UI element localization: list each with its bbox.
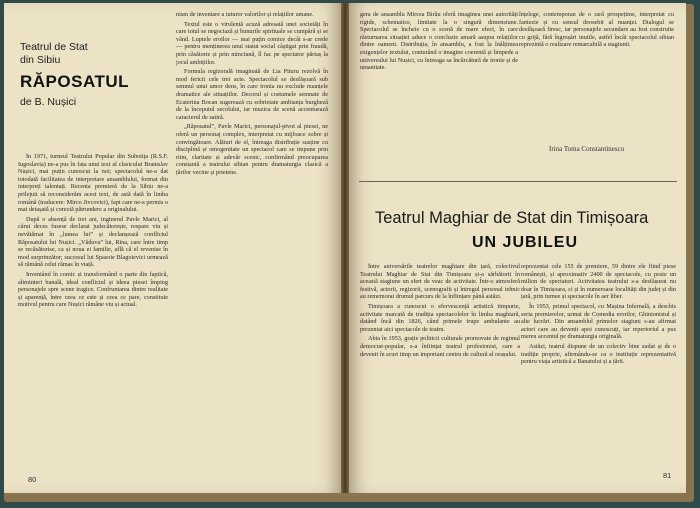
theatre-name-line2: din Sibiu xyxy=(20,54,61,66)
paragraph: Textul este o virulentă acuză adresată unei societăți în care totul se negociază și bunurile spirituale se cumpără și se vând. Luptele eroilor — mai puțin comice decât s-ar crede — pentru menținerea unui statut social câștigat prin fraudă, prin căsătorie și prin minciună, îl fac pe spectator părtaș la jocul ambițiilor. xyxy=(176,20,328,66)
page-number-right: 81 xyxy=(663,471,672,480)
right-top-column-1 xyxy=(351,11,518,161)
paragraph: În 1953, primul spectacol, cu Mașina Infernală, a deschis seria premierelor, urmat de Comedia erorilor, Ghinionistul și alte lucrări. Din ansamblul primelor stagiuni s-au afirmat actori care au devenit apoi cunoscuți, iar repertoriul a pus mereu accentul pe dramaturgia originală. xyxy=(521,302,676,341)
paragraph: Între aniversările teatrelor maghiare din țară, colectivul Teatrului Maghiar de Stat din Timișoara și-a sărbătorit în această stagiune un sfert de veac de activitate. Într-o atmosferă festivă, actorii, regizorii, scenografii și întregul personal tehnic au rememorat drumul parcurs de la înființare până astăzi. xyxy=(360,263,520,301)
paragraph: gera de ansamblu Mircea Birău oferă imaginea unei autorități rigide, schematice, limitate la o singură dimensiune. Spectacolul se încheie cu o scenă de mare efect, în care răsturnarea situației aduce o concluzie amară asupra relațiilor dintre oameni. Distribuția, în ansamblu, a fost la înălțimea exigențelor textului, conturând o imagine coerentă și limpede a universului lui Nușici, cu întreaga sa încărcătură de ironie și de umanitate. xyxy=(360,11,518,72)
left-page-column-2 xyxy=(176,11,328,473)
theatre-name-line1: Teatrul de Stat xyxy=(20,41,88,53)
section-title: Teatrul Maghiar de Stat din Timișoara xyxy=(375,209,649,227)
paragraph: Timișoara a cunoscut o efervescență artistică timpurie, activitate marcată de tradiția spectacolelor în limba maghiară, datând încă din 1826, când primele trupe ambulante au prezentat aici spectacole de teatru. xyxy=(360,302,520,333)
article-signature: Irina Toma Constantinescu xyxy=(549,145,625,153)
paragraph: „Răposatul”, Pavle Marici, personajul-pivot al piesei, ne oferă un personaj complex, interpretat cu mijloace sobre și convingătoare. Alături de el, întreaga distribuție susține cu disciplină și omogenitate un spectacol care se impune prin ritm, claritate și adevăr scenic, confirmând preocuparea constantă a teatrului sibian pentru dramaturgia clasică a țărilor vecine și prietene. xyxy=(176,123,328,176)
paragraph: După o absență de trei ani, inginerul Pavle Marici, al cărui deces fusese declarat judecătorește, respare viu și nevătămat în „lumea lui” și declanșează conflictul Răposatului lui Nușici. „Văduva” lui, Rina, care între timp se recăsătorise, ca și noua ei familie, află că el revenise în mod surprinzător; succesul lui Spasoie Blagoievici urmează să rămână celui rămas în viață. xyxy=(18,215,168,269)
article-header xyxy=(20,41,170,108)
right-page xyxy=(349,3,686,493)
left-page-column-1 xyxy=(18,153,168,448)
paragraph: Astăzi, teatrul dispune de un colectiv bine sudat și de o tradiție proprie, afirmându-se ca o instituție reprezentativă pentru viața artistică a Banatului și a țării. xyxy=(521,342,676,366)
paragraph: reprezentat cele 155 de premiere, 59 dintre ele fiind piese românești, și aproximativ 2400 de spectacole, cu peste un milion de spectatori. Activitatea teatrului s-a desfășurat nu doar în Timișoara, ci și în numeroase localități din județ și din țară, prin turnee și spectacole în aer liber. xyxy=(521,263,676,301)
section-subtitle: UN JUBILEU xyxy=(471,234,578,251)
right-page-column-1 xyxy=(351,263,520,473)
play-title: RĂPOSATUL xyxy=(20,72,130,91)
right-top-column-2 xyxy=(519,11,674,111)
page-number-left: 80 xyxy=(28,475,37,484)
left-page xyxy=(4,3,341,493)
book-gutter xyxy=(341,3,349,493)
section-header xyxy=(375,209,675,252)
paragraph: Formula regizorală imaginată de Lia Pituru rezolvă în mod fericit cele trei acte. Spectacolul se desfășoară sub semnul unui umor dens, în care ironia nu exclude nuanțele dramatice ale situațiilor. Decorul și costumele semnate de Ecaterina Bocan sugerează cu sobrietate ambianța burgheză de la începutul secolului, iar muzica de scenă accentuează caracterul de satiră. xyxy=(176,68,328,121)
paragraph: înțelege, contemporan de o rară prospețime, interpretat cu fantezie și cu sensul deosebit al nuanței. Dialogul se desfășoară firesc, iar personajele secundare au fost construite cu grijă, fără îngroșări inutile, astfel încât spectacolul sibian reprezintă o realizare remarcabilă a stagiunii. xyxy=(519,11,674,49)
paragraph: nism de inventare a tuturor valorilor și relațiilor umane. xyxy=(176,11,314,18)
paragraph: În 1971, turneul Teatrului Popular din Subotița (R.S.F. Iugoslavia) ne-a pus în fața unui text al clasicului Branislav Nușici, mai puțin cunoscut la noi; spectacolul ne-a dat totodată facilitatea de interpretare ansamblului, format din interpreți talentați. Recenta premieră de la Sibiu ne-a prilejuit să reconsiderăm acest text, de astă dată în limba română (traducere: Mirco Jivcovici), fapt care ne-a permis o mai detașată și corectă pătrundere a originalului. xyxy=(18,153,168,214)
section-divider xyxy=(359,181,677,182)
play-author: de B. Nușici xyxy=(20,96,77,108)
right-page-column-2 xyxy=(521,263,676,468)
paragraph: Inventând în comic și transformând o parte din faptică, altminteri banală, ideal conflictul și ideea piesei împing personajele spre scene tragice. Confruntarea dintre realitate și aparență, între ceea ce este și ceea ce pare, constituie motivul pentru care Nușici rămâne viu și actual. xyxy=(18,270,168,309)
paragraph: Abia în 1953, grație politicii culturale promovate de regimul democrat-popular, s-a înființat teatrul profesionist, care a devenit în scurt timp un important centru de cultură al orașului. xyxy=(360,335,520,358)
